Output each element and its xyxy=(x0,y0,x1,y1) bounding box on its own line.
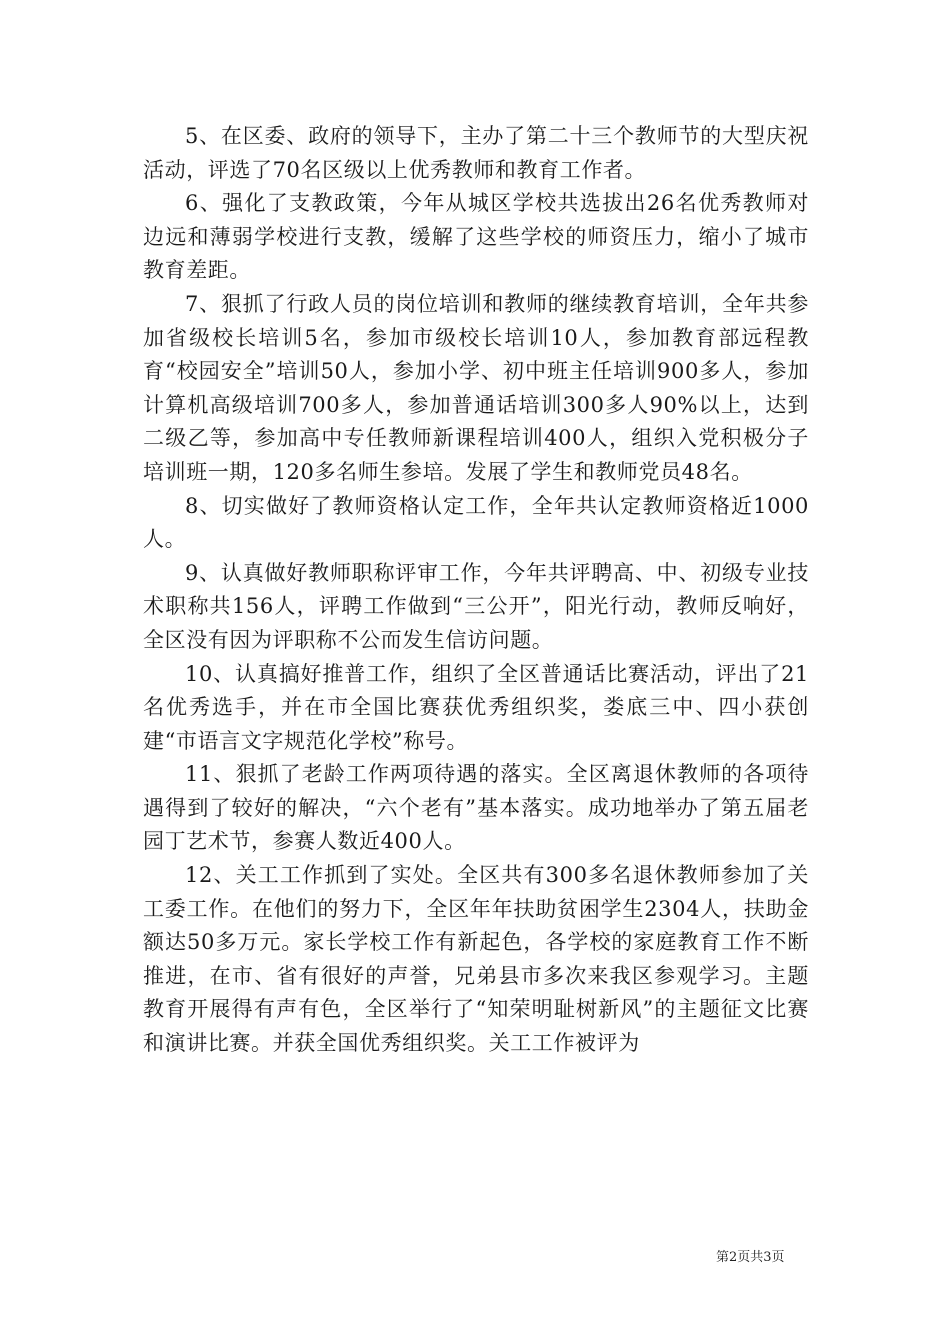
paragraph-item-10: 10、认真搞好推普工作，组织了全区普通话比赛活动，评出了21名优秀选手，并在市全国比赛获优秀组织奖，娄底三中、四小获创建“市语言文字规范化学校”称号。 xyxy=(143,661,809,753)
paragraph-item-8: 8、切实做好了教师资格认定工作，全年共认定教师资格近1000人。 xyxy=(143,493,809,552)
paragraph-item-6: 6、强化了支教政策，今年从城区学校共选拔出26名优秀教师对边远和薄弱学校进行支教，缓解了这些学校的师资压力，缩小了城市教育差距。 xyxy=(143,191,809,283)
paragraph-item-11: 11、狠抓了老龄工作两项待遇的落实。全区离退休教师的各项待遇得到了较好的解决，“六个老有”基本落实。成功地举办了第五届老园丁艺术节，参赛人数近400人。 xyxy=(143,762,809,854)
paragraph-item-7: 7、狠抓了行政人员的岗位培训和教师的继续教育培训，全年共参加省级校长培训5名，参加市级校长培训10人，参加教育部远程教育“校园安全”培训50人，参加小学、初中班主任培训900多人，参加计算机高级培训700多人，参加普通话培训300多人90%以上，达到二级乙等，参加高中专任教师新课程培训400人，组织入党积极分子培训班一期，120多名师生参培。发展了学生和教师党员48名。 xyxy=(143,291,809,484)
paragraph-item-12: 12、关工工作抓到了实处。全区共有300多名退休教师参加了关工委工作。在他们的努力下，全区年年扶助贫困学生2304人，扶助金额达50多万元。家长学校工作有新起色，各学校的家庭教育工作不断推进，在市、省有很好的声誉，兄弟县市多次来我区参观学习。主题教育开展得有声有色，全区举行了“知荣明耻树新风”的主题征文比赛和演讲比赛。并获全国优秀组织奖。关工工作被评为 xyxy=(143,863,809,1056)
paragraph-item-9: 9、认真做好教师职称评审工作，今年共评聘高、中、初级专业技术职称共156人，评聘工作做到“三公开”，阳光行动，教师反响好，全区没有因为评职称不公而发生信访问题。 xyxy=(143,560,809,652)
paragraph-item-5: 5、在区委、政府的领导下，主办了第二十三个教师节的大型庆祝活动，评选了70名区级以上优秀教师和教育工作者。 xyxy=(143,124,809,182)
page-number-footer: 第2页共3页 xyxy=(716,1250,785,1265)
document-body xyxy=(143,120,809,1061)
